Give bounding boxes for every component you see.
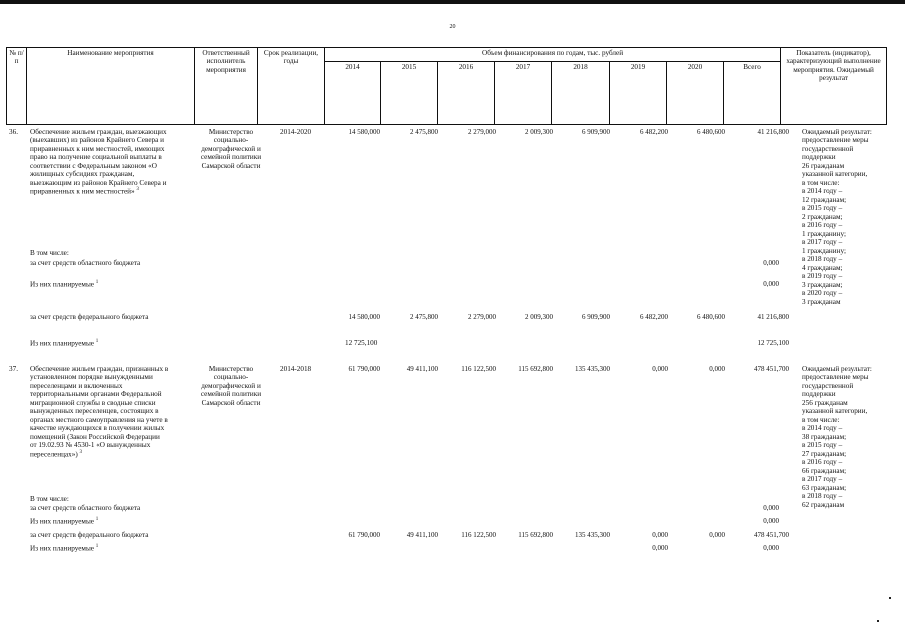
header-indicator: Показатель (индикатор), характеризующий выполнение мероприятия. Ожидаемый результат [781,48,887,125]
regional-total: 0,000 [763,259,779,267]
result-line: 27 гражданам; [802,449,847,458]
activity-name-line: (выехавших) из районов Крайнего Севера и [30,136,164,145]
value-2016: 116 122,500 [461,365,496,373]
value-2020: 6 480,600 [697,128,725,136]
activity-name [30,365,168,459]
row-number: 36. [9,128,18,136]
responsible-line: Самарской области [201,398,261,407]
federal-2017: 2 009,300 [525,313,553,321]
planned-total: 0,000 [763,517,779,525]
activity-name-line: территориальными органами Федеральной [30,390,162,399]
federal-2020: 0,000 [709,531,725,539]
activity-name [30,128,167,196]
result-line: в том числе: [802,178,840,187]
activity-name-line [30,450,168,459]
header-year: 2015 [381,62,438,125]
federal-2016: 116 122,500 [461,531,496,539]
result-line: 1 гражданину; [802,229,846,238]
result-line: в 2016 году – [802,458,843,467]
activity-name-line: приравненных к ним местностей, имеющих [30,144,165,153]
result-line: в 2018 году – [802,255,843,264]
footnote-mark: 3 [79,449,83,455]
responsible-line: Министерство [208,365,254,373]
result-line: Ожидаемый результат: [802,128,872,136]
scan-speck [889,597,891,599]
value-2018: 135 435,300 [575,365,610,373]
top-border [0,0,905,4]
result-line: предоставление меры [802,136,869,145]
result-line: в 2020 году – [802,289,843,298]
header-year: 2017 [495,62,552,125]
result-line: поддержки [802,153,836,162]
result-line: государственной [802,144,854,153]
result-line: государственной [802,381,854,390]
expected-result [802,365,890,509]
activity-name-line: жилищных субсидиях гражданам, [30,170,135,179]
federal-2014: 14 580,000 [348,313,380,321]
value-2018: 6 909,900 [582,128,610,136]
activity-name-line: соответствии с Федеральным законом «О [30,161,157,170]
header-total: Всего [724,62,781,125]
activity-name-line: от 19.02.93 № 4530-1 «О вынужденных [30,441,151,450]
header-activity-name: Наименование мероприятия [27,48,195,125]
planned-2014: 12 725,100 [345,339,378,347]
federal-2019: 0,000 [652,531,668,539]
value-2016: 2 279,000 [468,128,496,136]
header-year: 2020 [667,62,724,125]
result-line: 63 гражданам; [802,483,847,492]
header-year: 2018 [552,62,610,125]
header-year: 2016 [438,62,495,125]
value-2019: 6 482,200 [640,128,668,136]
responsible-line: социально- [213,373,249,382]
activity-name-line: помещений (Закон Российской Федерации [30,432,160,441]
activity-name-line: переселенцами и включенных [30,381,123,390]
activity-name-line: вынужденных переселенцев, состоящих в [30,407,159,416]
footnote-mark: 3 [136,187,139,193]
federal-budget-label: за счет средств федерального бюджета [30,313,149,321]
row-number: 37. [9,365,18,373]
activity-name-line: Обеспечение жильем граждан, признанных в [30,365,169,373]
value-2020: 0,000 [709,365,725,373]
federal-2018: 6 909,900 [582,313,610,321]
planned-2019: 0,000 [652,544,668,552]
responsible-line: семейной политики [200,390,262,399]
period: 2014-2020 [280,128,312,136]
federal-budget-label: за счет средств федерального бюджета [30,531,149,539]
footnote-mark: 1 [95,544,99,549]
value-2014: 61 790,000 [348,365,380,373]
value-2017: 2 009,300 [525,128,553,136]
scan-speck [877,620,879,622]
federal-2014: 61 790,000 [348,531,380,539]
federal-2015: 49 411,100 [406,531,438,539]
value-total: 478 451,700 [754,365,789,373]
footnote-mark: 1 [95,339,99,344]
planned-total: 0,000 [763,544,779,552]
responsible-line: семейной политики [200,153,262,162]
planned-label [30,517,98,526]
value-2019: 0,000 [652,365,668,373]
result-line: в 2018 году – [802,492,843,501]
federal-2020: 6 480,600 [697,313,725,321]
financing-table-header [6,47,887,125]
result-line: в 2014 году – [802,424,843,433]
result-line: 3 гражданам; [802,280,843,289]
result-line: в 2016 году – [802,221,843,230]
activity-name-line: выезжающим из районов Крайнего Севера и [30,178,167,187]
responsible-line: демографической и [201,144,261,153]
result-line: 4 гражданам; [802,263,843,272]
activity-name-line: качестве нуждающихся в получении жилых [30,424,165,433]
result-line: 66 гражданам; [802,466,847,475]
header-period: Срок реализации, годы [258,48,325,125]
planned-label-text: Из них планируемые [30,339,94,348]
regional-budget-label: за счет средств областного бюджета [30,259,141,267]
planned-label-text: Из них планируемые [30,280,94,289]
header-year: 2019 [610,62,667,125]
planned-total: 12 725,100 [757,339,789,347]
planned-label [30,339,98,348]
result-line: предоставление меры [802,373,869,382]
federal-2018: 135 435,300 [575,531,610,539]
planned-label [30,280,98,289]
federal-total: 478 451,700 [754,531,789,539]
result-line: 256 гражданам [802,398,848,407]
federal-2019: 6 482,200 [640,313,668,321]
result-line: в 2015 году – [802,441,843,450]
responsible [196,128,266,170]
planned-label [30,544,98,553]
activity-name-line: Обеспечение жильем граждан, выезжающих [30,128,167,136]
period: 2014-2018 [280,365,312,373]
page-number: 20 [449,24,456,30]
result-line: в 2017 году – [802,475,843,484]
footnote-mark: 1 [95,517,99,522]
federal-2015: 2 475,800 [410,313,438,321]
result-line: 2 гражданам; [802,212,843,221]
responsible-line: Министерство [208,128,254,136]
activity-name-text: переселенцах») [30,450,78,459]
result-line: в 2017 году – [802,238,843,247]
result-line: указанной категории, [802,170,868,179]
result-line: 3 гражданам [802,297,841,306]
activity-name-line: миграционной службы в сводные списки [30,398,156,407]
federal-2017: 115 692,800 [518,531,553,539]
result-line: 1 гражданину; [802,246,846,255]
responsible [196,365,266,407]
responsible-line: демографической и [201,381,261,390]
activity-name-line: установленном порядке вынужденными [30,373,153,382]
footnote-mark: 1 [95,280,99,285]
header-year: 2014 [325,62,381,125]
activity-name-line [30,187,167,196]
regional-budget-label: за счет средств областного бюджета [30,504,141,512]
result-line: в 2019 году – [802,272,843,281]
result-line: в 2014 году – [802,187,843,196]
federal-2016: 2 279,000 [468,313,496,321]
result-line: в 2015 году – [802,204,843,213]
result-line: 38 гражданам; [802,432,847,441]
planned-total: 0,000 [763,280,779,288]
planned-label-text: Из них планируемые [30,517,94,526]
activity-name-text: приравненных к ним местностей» [30,187,135,196]
result-line: 26 гражданам [802,161,845,170]
responsible-line: Самарской области [201,161,261,170]
planned-label-text: Из них планируемые [30,544,94,553]
value-total: 41 216,800 [757,128,789,136]
result-line: 12 гражданам; [802,195,847,204]
result-line: указанной категории, [802,407,868,416]
responsible-line: социально- [213,136,249,145]
value-2015: 2 475,800 [410,128,438,136]
including-label: В том числе: [30,495,69,503]
result-line: 62 гражданам [802,500,845,509]
header-financing: Объем финансирования по годам, тыс. рублей [325,48,781,62]
result-line: в том числе: [802,415,840,424]
value-2017: 115 692,800 [518,365,553,373]
result-line: Ожидаемый результат: [802,365,872,373]
expected-result [802,128,890,306]
activity-name-line: право на получение социальной выплаты в [30,153,162,162]
value-2015: 49 411,100 [406,365,438,373]
including-label: В том числе: [30,249,69,257]
value-2014: 14 580,000 [348,128,380,136]
header-responsible: Ответственный исполнитель мероприятия [195,48,258,125]
result-line: поддержки [802,390,836,399]
activity-name-line: органах местного самоуправления на учете в [30,415,168,424]
header-number: № п/п [7,48,27,125]
regional-total: 0,000 [763,504,779,512]
federal-total: 41 216,800 [757,313,789,321]
